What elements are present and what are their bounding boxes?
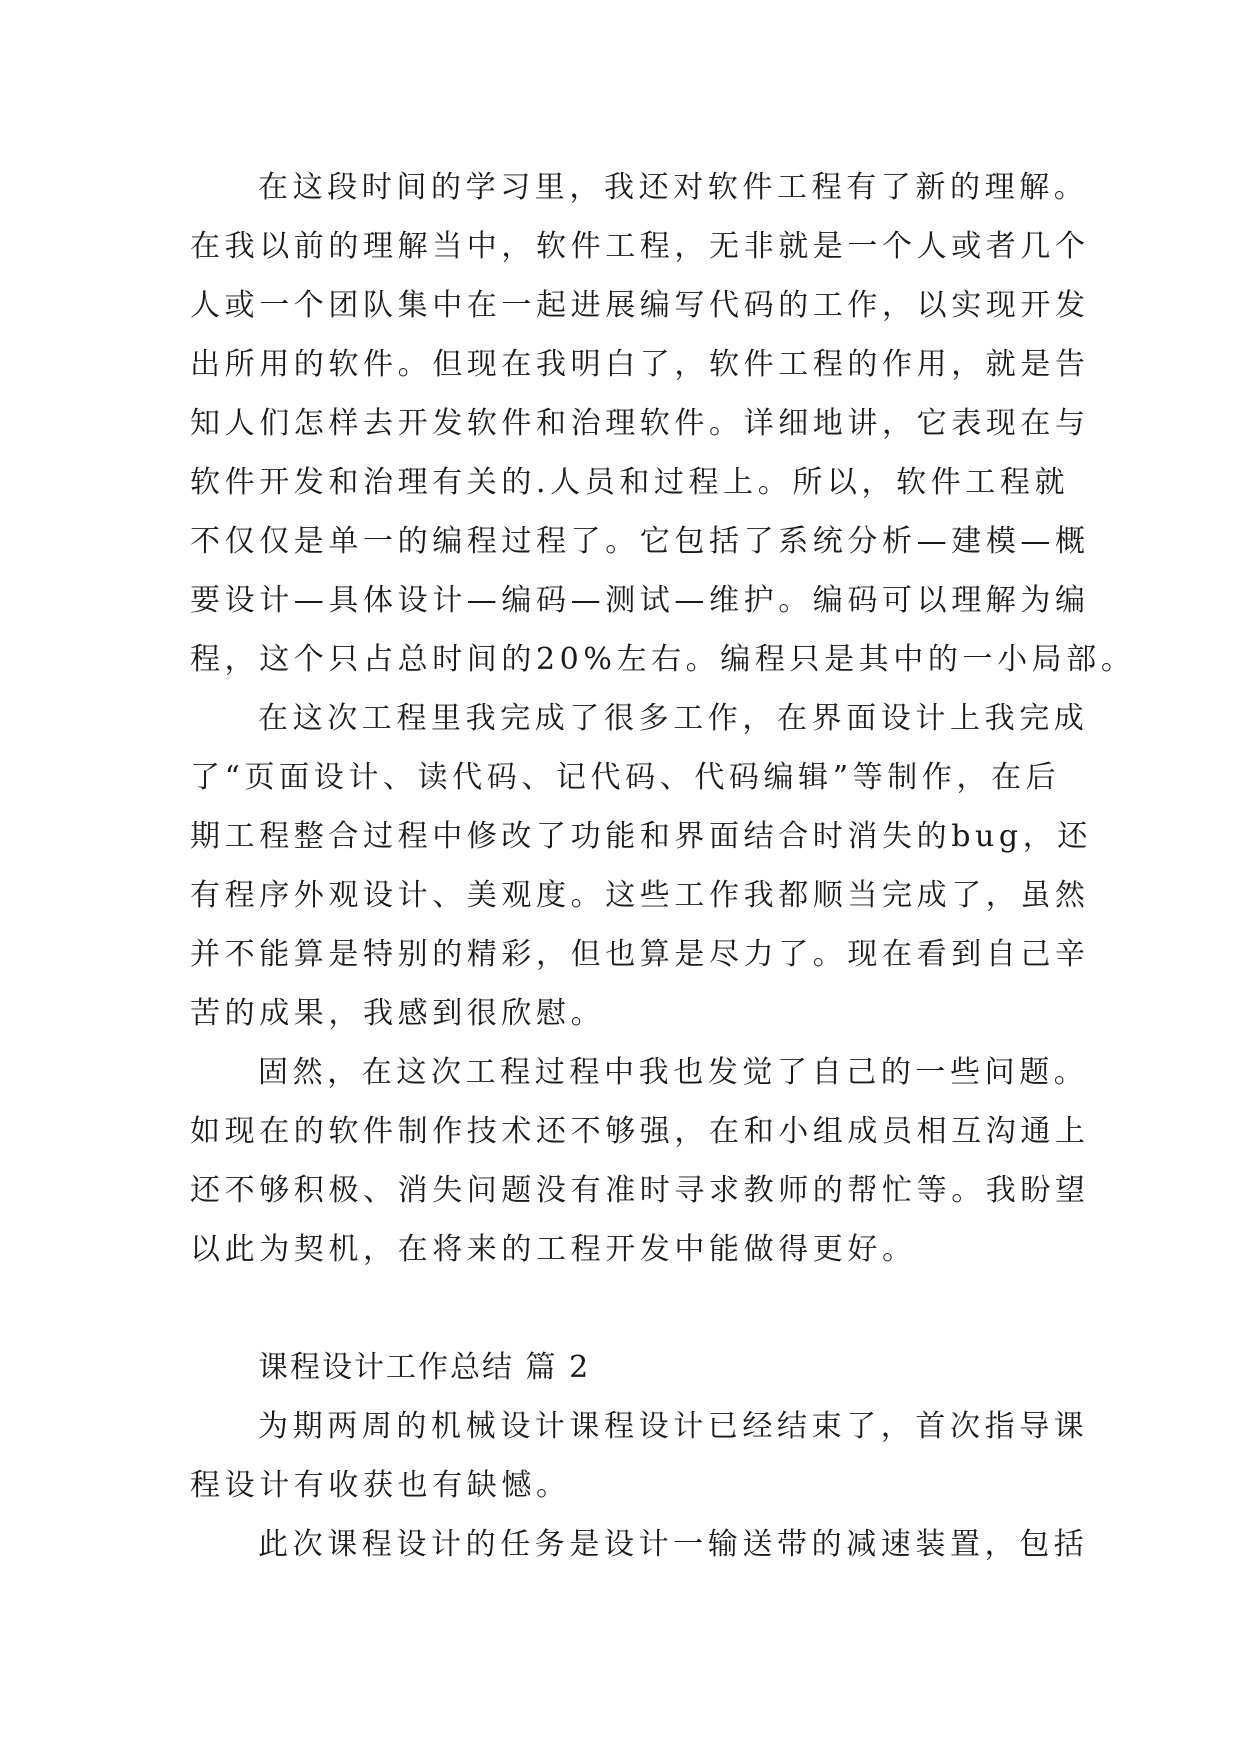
text-line: 在我以前的理解当中，软件工程，无非就是一个人或者几个 — [190, 229, 1090, 264]
text-line: 固然，在这次工程过程中我也发觉了自己的一些问题。 — [258, 1055, 1089, 1090]
paragraph-1 — [190, 158, 1136, 689]
text-line: 不仅仅是单一的编程过程了。它包括了系统分析—建模—概 — [190, 524, 1090, 559]
text-line: 在这次工程里我完成了很多工作，在界面设计上我完成 — [258, 701, 1089, 736]
text-line: 软件开发和治理有关的.人员和过程上。所以，软件工程就 — [190, 465, 1070, 500]
text-line: 人或一个团队集中在一起进展编写代码的工作，以实现开发 — [190, 288, 1090, 323]
section-spacer — [190, 1279, 1070, 1338]
text-line: 有程序外观设计、美观度。这些工作我都顺当完成了，虽然 — [190, 878, 1090, 913]
text-line: 期工程整合过程中修改了功能和界面结合时消失的bug，还 — [190, 819, 1092, 854]
paragraph-5 — [190, 1515, 1089, 1574]
text-line: 如现在的软件制作技术还不够强，在和小组成员相互沟通上 — [190, 1114, 1090, 1149]
text-line: 了“页面设计、读代码、记代码、代码编辑”等制作，在后 — [190, 760, 1061, 795]
text-line: 苦的成果，我感到很欣慰。 — [190, 996, 606, 1031]
text-line: 程设计有收获也有缺憾。 — [190, 1468, 571, 1503]
text-line: 出所用的软件。但现在我明白了，软件工程的作用，就是告 — [190, 347, 1090, 382]
text-line: 在这段时间的学习里，我还对软件工程有了新的理解。 — [258, 170, 1089, 205]
text-line: 并不能算是特别的精彩，但也算是尽力了。现在看到自己辛 — [190, 937, 1090, 972]
text-line: 为期两周的机械设计课程设计已经结束了，首次指导课 — [258, 1409, 1089, 1444]
text-line: 知人们怎样去开发软件和治理软件。详细地讲，它表现在与 — [190, 406, 1090, 441]
text-line: 以此为契机，在将来的工程开发中能做得更好。 — [190, 1232, 917, 1267]
text-line: 此次课程设计的任务是设计一输送带的减速装置，包括 — [258, 1527, 1089, 1562]
paragraph-3 — [190, 1043, 1090, 1279]
text-line: 还不够积极、消失问题没有准时寻求教师的帮忙等。我盼望 — [190, 1173, 1090, 1208]
paragraph-4 — [190, 1397, 1089, 1515]
document-body — [190, 158, 1136, 1574]
paragraph-2 — [190, 689, 1092, 1043]
text-line: 要设计—具体设计—编码—测试—维护。编码可以理解为编 — [190, 583, 1090, 618]
section-heading: 课程设计工作总结 篇 2 — [258, 1350, 591, 1385]
text-line: 程，这个只占总时间的20%左右。编程只是其中的一小局部。 — [190, 642, 1136, 677]
